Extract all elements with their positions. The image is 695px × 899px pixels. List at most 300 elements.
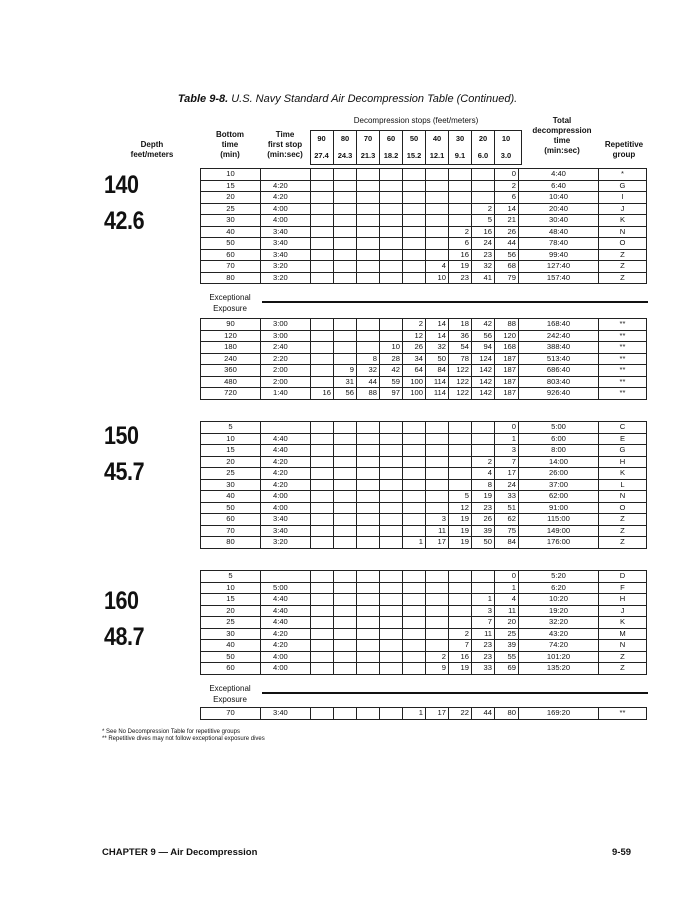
stop-cell [472,169,495,181]
stop-cell [357,468,380,480]
stop-cell [426,617,449,629]
stop-cell [449,169,472,181]
footnote: * See No Decompression Table for repetitive groups [102,729,240,735]
stop-cell [311,433,334,445]
stop-cell: 19 [449,525,472,537]
stop-cell [403,594,426,606]
stop-cell [357,640,380,652]
stop-cell: 9 [334,365,357,377]
table-row [201,456,647,468]
total-time-cell: 37:00 [519,479,599,491]
stop-cell [311,226,334,238]
table-row [201,319,647,331]
stop-cell: 6 [449,238,472,250]
stop-cell: 100 [403,388,426,400]
stop-cell [380,514,403,526]
stop-cell [403,571,426,583]
table-row [201,571,647,583]
stop-cell: 10 [380,342,403,354]
stop-cell [311,525,334,537]
stop-cell [357,226,380,238]
group-cell: K [599,215,647,227]
group-cell: O [599,238,647,250]
bottom-time-cell: 360 [201,365,261,377]
first-stop-cell [261,571,311,583]
stop-cell [426,433,449,445]
group-cell: C [599,422,647,434]
stop-cell: 1 [472,594,495,606]
stop-header-80ft [333,130,356,165]
stop-cell [311,502,334,514]
stop-cell: 187 [495,365,519,377]
stop-cell [449,422,472,434]
stop-cell: 44 [495,238,519,250]
depth-label-150: 150 45.7 [104,422,145,486]
table-row [201,238,647,250]
stop-cell [311,192,334,204]
first-stop-cell: 3:00 [261,330,311,342]
stop-cell [334,605,357,617]
footnotes [102,729,265,743]
table-row [201,491,647,503]
first-stop-cell: 4:20 [261,468,311,480]
stop-cell [311,617,334,629]
table-row [201,628,647,640]
stop-header-90ft [310,130,333,165]
group-cell: Z [599,537,647,549]
first-stop-cell: 4:20 [261,180,311,192]
stop-cell [426,180,449,192]
first-stop-cell: 4:20 [261,192,311,204]
table-row [201,169,647,181]
stop-cell [334,651,357,663]
stop-cell [449,192,472,204]
stop-cell [426,226,449,238]
first-stop-cell: 2:20 [261,353,311,365]
stop-cell: 19 [449,663,472,675]
table-row [201,342,647,354]
stop-cell: 36 [449,330,472,342]
bottom-time-cell: 30 [201,628,261,640]
stop-cell [311,651,334,663]
stop-cell [380,249,403,261]
stop-feet: 80 [340,134,350,143]
stop-cell [357,594,380,606]
stop-cell [472,571,495,583]
stop-cell [449,479,472,491]
total-time-cell: 14:00 [519,456,599,468]
stop-cell [334,353,357,365]
stop-cell: 32 [472,261,495,273]
group-cell: ** [599,708,647,720]
stop-cell [334,226,357,238]
group-cell: Z [599,261,647,273]
first-stop-cell: 3:20 [261,272,311,284]
stop-cell: 16 [449,651,472,663]
bottom-time-cell: 40 [201,640,261,652]
group-cell: N [599,640,647,652]
stop-cell [380,663,403,675]
stop-cell [426,468,449,480]
stop-cell [380,261,403,273]
stop-cell: 24 [495,479,519,491]
stop-cell: 24 [472,238,495,250]
stop-meters: 6.0 [477,151,489,160]
stop-cell [311,640,334,652]
group-cell: K [599,617,647,629]
first-stop-cell: 4:00 [261,491,311,503]
total-time-cell: 32:20 [519,617,599,629]
bottom-time-cell: 50 [201,238,261,250]
stop-cell [426,640,449,652]
total-time-cell: 101:20 [519,651,599,663]
stop-cell: 19 [449,537,472,549]
stop-cell: 16 [449,249,472,261]
stop-cell [403,663,426,675]
total-time-cell: 99:40 [519,249,599,261]
stop-cell: 3 [495,445,519,457]
stop-cell [380,169,403,181]
stop-cell [449,571,472,583]
stop-cell [449,582,472,594]
stop-cell: 17 [495,468,519,480]
bottom-time-cell: 25 [201,203,261,215]
stop-cell [311,537,334,549]
stop-cell: 14 [495,203,519,215]
stop-header-50ft [402,130,425,165]
group-cell: G [599,180,647,192]
stop-cell [334,491,357,503]
table-row [201,203,647,215]
bottom-time-cell: 60 [201,249,261,261]
stop-cell [334,342,357,354]
group-cell: E [599,433,647,445]
table-row [201,261,647,273]
first-stop-cell: 4:00 [261,203,311,215]
bottom-time-cell: 180 [201,342,261,354]
table-row [201,651,647,663]
stop-cell: 44 [472,708,495,720]
stop-cell [357,525,380,537]
stop-cell [334,640,357,652]
stop-cell [334,272,357,284]
first-stop-cell: 5:00 [261,582,311,594]
bottom-time-cell: 60 [201,663,261,675]
bottom-time-cell: 50 [201,651,261,663]
stop-cell [334,663,357,675]
bottom-time-cell: 50 [201,502,261,514]
stop-cell [357,663,380,675]
table-row [201,525,647,537]
header-depth: Depth feet/meters [130,140,174,159]
stop-cell: 68 [495,261,519,273]
total-time-cell: 43:20 [519,628,599,640]
total-time-cell: 48:40 [519,226,599,238]
depth-label-140: 140 42.6 [104,171,145,235]
stop-cell: 39 [472,525,495,537]
stop-cell: 56 [495,249,519,261]
stop-cell: 88 [495,319,519,331]
stop-cell [357,605,380,617]
stop-cell [403,479,426,491]
stop-cell [380,594,403,606]
first-stop-cell: 3:40 [261,514,311,526]
bottom-time-cell: 10 [201,433,261,445]
stop-cell: 168 [495,342,519,354]
stop-cell: 1 [403,708,426,720]
table-row [201,249,647,261]
total-time-cell: 926:40 [519,388,599,400]
stop-cell [357,422,380,434]
stop-cell [334,215,357,227]
stop-cell: 84 [495,537,519,549]
stop-cell [449,203,472,215]
stop-cell [426,215,449,227]
first-stop-cell: 4:20 [261,628,311,640]
bottom-time-cell: 10 [201,582,261,594]
table-row [201,445,647,457]
stop-feet: 20 [478,134,488,143]
stop-cell: 97 [380,388,403,400]
first-stop-cell: 4:20 [261,456,311,468]
stop-header-70ft [356,130,379,165]
bottom-time-cell: 30 [201,479,261,491]
stop-cell: 4 [426,261,449,273]
total-time-cell: 242:40 [519,330,599,342]
stop-cell: 33 [495,491,519,503]
table-row [201,617,647,629]
first-stop-cell: 3:20 [261,261,311,273]
stop-cell [357,445,380,457]
stop-cell: 9 [426,663,449,675]
stop-cell: 124 [472,353,495,365]
stop-cell: 59 [380,376,403,388]
stop-cell [334,249,357,261]
total-time-cell: 30:40 [519,215,599,227]
stop-feet: 50 [409,134,419,143]
stop-cell [380,192,403,204]
stop-cell [357,456,380,468]
stop-cell: 69 [495,663,519,675]
total-time-cell: 62:00 [519,491,599,503]
stop-cell: 62 [495,514,519,526]
stop-cell [426,422,449,434]
exceptional-exposure-label: Exceptional Exposure [209,684,251,704]
stop-feet: 30 [455,134,465,143]
stop-cell [311,491,334,503]
total-time-cell: 169:20 [519,708,599,720]
group-cell: Z [599,249,647,261]
stop-cell [403,468,426,480]
stop-cell [380,422,403,434]
bottom-time-cell: 40 [201,226,261,238]
stop-cell: 19 [449,261,472,273]
total-time-cell: 91:00 [519,502,599,514]
stop-cell [403,422,426,434]
stop-cell: 1 [403,537,426,549]
stop-cell: 0 [495,169,519,181]
stop-cell [403,445,426,457]
stop-cell [403,169,426,181]
table-row [201,433,647,445]
stop-feet: 70 [363,134,373,143]
total-time-cell: 5:20 [519,571,599,583]
stop-cell [334,617,357,629]
bottom-time-cell: 80 [201,537,261,549]
bottom-time-cell: 240 [201,353,261,365]
stop-cell [426,456,449,468]
stop-cell [334,203,357,215]
stop-cell [449,605,472,617]
stop-cell [334,330,357,342]
stop-cell [311,582,334,594]
stop-cell [472,445,495,457]
stop-cell: 1 [495,433,519,445]
stop-cell: 7 [449,640,472,652]
stop-cell [311,663,334,675]
stop-cell [426,594,449,606]
stop-cell [472,180,495,192]
stop-cell [311,342,334,354]
total-time-cell: 6:40 [519,180,599,192]
stop-cell [311,180,334,192]
stop-cell [472,422,495,434]
group-cell: ** [599,330,647,342]
stop-cell [403,525,426,537]
stop-cell [357,272,380,284]
first-stop-cell: 1:40 [261,388,311,400]
stop-cell [334,479,357,491]
stop-cell [311,628,334,640]
stop-cell [426,169,449,181]
stop-cell: 20 [495,617,519,629]
header-stops-title: Decompression stops (feet/meters) [353,116,479,125]
stop-cell: 2 [495,180,519,192]
stop-cell: 22 [449,708,472,720]
table-title: U.S. Navy Standard Air Decompression Table (Continued). [231,93,518,105]
stop-feet: 60 [386,134,396,143]
stop-cell: 7 [495,456,519,468]
stop-cell [334,502,357,514]
footnote: ** Repetitive dives may not follow exceptional exposure dives [102,736,265,742]
table-row [201,180,647,192]
stop-cell [357,169,380,181]
stop-cell [449,456,472,468]
stop-cell: 3 [472,605,495,617]
bottom-time-cell: 80 [201,272,261,284]
stop-cell [403,456,426,468]
stop-cell: 23 [449,272,472,284]
stop-cell: 1 [495,582,519,594]
stop-cell [426,203,449,215]
total-time-cell: 19:20 [519,605,599,617]
stop-cell: 23 [472,640,495,652]
stop-cell: 19 [472,491,495,503]
table-block-140 [200,168,647,284]
stop-cell [357,617,380,629]
first-stop-cell: 3:40 [261,525,311,537]
stop-cell [311,330,334,342]
stop-cell [311,353,334,365]
stop-cell [311,708,334,720]
stop-header-10ft [494,130,517,165]
stop-cell [403,628,426,640]
header-repetitive-group: Repetitive group [604,140,644,159]
stop-cell: 64 [403,365,426,377]
stop-cell [403,249,426,261]
stop-cell: 50 [426,353,449,365]
bottom-time-cell: 25 [201,617,261,629]
stop-cell: 84 [426,365,449,377]
stop-cell [449,594,472,606]
stop-meters: 12.1 [429,151,445,160]
stop-cell: 2 [403,319,426,331]
stop-cell [426,628,449,640]
stop-cell [334,445,357,457]
stop-cell [472,582,495,594]
group-cell: H [599,594,647,606]
total-time-cell: 513:40 [519,353,599,365]
stop-cell [380,708,403,720]
table-row [201,353,647,365]
group-cell: G [599,445,647,457]
stop-cell [426,238,449,250]
stop-cell: 5 [449,491,472,503]
table-row [201,708,647,720]
stop-cell [380,468,403,480]
stop-cell [380,571,403,583]
group-cell: I [599,192,647,204]
bottom-time-cell: 20 [201,192,261,204]
stop-cell [403,514,426,526]
table-row [201,514,647,526]
stop-cell [357,651,380,663]
stop-cell [380,456,403,468]
first-stop-cell [261,169,311,181]
group-cell: N [599,226,647,238]
stop-meters: 9.1 [454,151,466,160]
stop-cell [334,514,357,526]
stop-cell: 75 [495,525,519,537]
stop-cell: 42 [380,365,403,377]
total-time-cell: 10:20 [519,594,599,606]
stop-cell: 142 [472,376,495,388]
stop-cell: 4 [495,594,519,606]
exceptional-exposure-label: Exceptional Exposure [209,293,251,313]
stop-cell [334,537,357,549]
stop-cell [357,491,380,503]
total-time-cell: 686:40 [519,365,599,377]
stop-cell [380,433,403,445]
stop-cell [357,319,380,331]
group-cell: * [599,169,647,181]
stop-header-60ft [379,130,402,165]
first-stop-cell [261,422,311,434]
first-stop-cell: 4:00 [261,502,311,514]
total-time-cell: 176:00 [519,537,599,549]
stop-cell [334,319,357,331]
stop-cell: 56 [334,388,357,400]
stop-meters: 18.2 [383,151,399,160]
stop-cell [334,192,357,204]
stop-cell [311,215,334,227]
bottom-time-cell: 5 [201,422,261,434]
stop-cell [334,169,357,181]
stop-cell [403,605,426,617]
stop-cell: 0 [495,571,519,583]
stop-meters: 21.3 [360,151,376,160]
stop-cell [311,456,334,468]
